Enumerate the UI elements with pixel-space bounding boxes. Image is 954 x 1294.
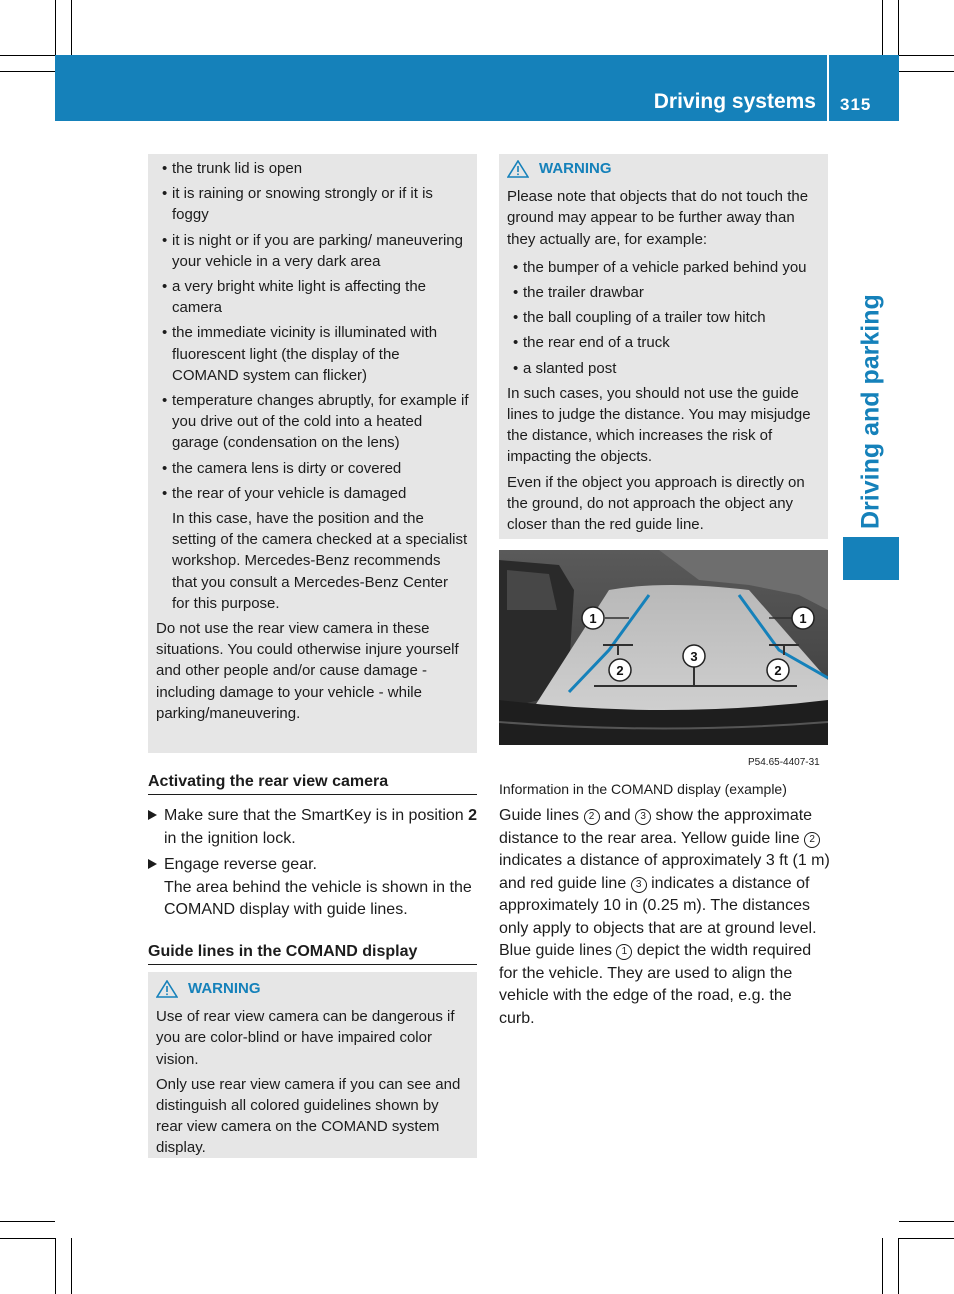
svg-text:1: 1 [799,611,807,626]
camera-view-illustration [499,550,828,745]
chapter-tab [843,537,899,580]
warning-paragraph: Use of rear view camera can be dangerous if you are color-blind or have impaired color vision. [156,1008,455,1068]
callout-1-left [582,607,604,629]
camera-display-image [499,550,828,745]
callout-3 [683,645,705,667]
step1-text-post: in the ignition lock. [164,829,296,847]
svg-text:1: 1 [589,611,597,626]
callout-2-marker: 2 [804,832,820,848]
crop-mark [0,71,55,72]
crop-mark [899,71,954,72]
bullet-item: • the bumper of a vehicle parked behind you [507,257,820,278]
callout-3-marker: 3 [631,877,647,893]
svg-text:2: 2 [616,663,624,678]
distance-warning-box [499,154,828,539]
bullet-item: • the immediate vicinity is illuminated with fluorescent light (the display of the COMAND system can flicker) [156,322,469,386]
warning-title [156,978,469,999]
svg-text:2: 2 [774,663,782,678]
callout-2-right [767,659,789,681]
crop-mark [71,0,72,55]
callout-1-right [792,607,814,629]
step1-text-pre: Make sure that the SmartKey is in position [164,807,469,824]
description-text: depict the width required for the vehicle. They are used to align the vehicle with the edge of the road, e.g. the curb. [499,942,812,1027]
crop-mark [899,1221,954,1222]
svg-text:3: 3 [690,649,698,664]
crop-mark [882,0,883,55]
bullet-item: • the rear of your vehicle is damaged [156,483,469,504]
bullet-item: • the camera lens is dirty or covered [156,458,469,479]
crop-mark [0,1238,55,1239]
description-text: and [599,807,636,824]
figure-code: P54.65-4407-31 [748,757,820,768]
bullet-item: • it is raining or snowing strongly or if it is foggy [156,183,469,225]
guide-lines-heading-text: Guide lines in the COMAND display [148,943,418,960]
conditions-box [148,154,477,753]
bullet-item: • temperature changes abruptly, for example if you drive out of the cold into a heated garage (condensation on the lens) [156,390,469,454]
chapter-side-label: Driving and parking [856,294,885,529]
figure-caption: Information in the COMAND display (example) [499,781,787,797]
bullet-item: • the trailer drawbar [507,282,820,303]
activating-heading-text: Activating the rear view camera [148,773,389,790]
warning-label: WARNING [539,160,612,177]
bullet-item: • a very bright white light is affecting the camera [156,276,469,318]
crop-mark [0,1221,55,1222]
bullet-item: • a slanted post [507,358,820,379]
description-text: indicates a distance of approximately 3 ft (1 m) and red guide line [499,852,830,892]
header-divider [827,55,829,121]
conditions-list [156,158,469,504]
crop-mark [899,1238,954,1239]
arrow-icon [148,859,157,869]
warning-paragraph: Only use rear view camera if you can see and distinguish all colored guidelines shown by rear view camera on the COMAND system display. [156,1075,461,1157]
warning-paragraph: Even if the object you approach is directly on the ground, do not approach the object any closer than the red guide line. [507,473,805,534]
warning-label: WARNING [188,980,261,997]
activating-steps [148,805,480,926]
callout-3-marker: 3 [635,809,651,825]
warning-title [507,158,820,179]
guide-lines-heading [148,943,477,965]
page-number: 315 [840,95,872,114]
warning-intro: Please note that objects that do not touch the ground may appear to be further away than they actually are, for example: [507,188,809,248]
step2-result: The area behind the vehicle is shown in the COMAND display with guide lines. [164,878,472,918]
bullet-item: • it is night or if you are parking/ maneuvering your vehicle in a very dark area [156,230,469,272]
step-item [148,805,480,850]
step-item [148,854,480,922]
crop-mark [898,0,899,55]
crop-mark [0,55,55,56]
crop-mark [71,1238,72,1294]
bullet-item: • the trunk lid is open [156,158,469,179]
warning-triangle-icon [156,980,178,998]
bullet-item: • the ball coupling of a trailer tow hitch [507,307,820,328]
section-title: Driving systems [653,90,816,113]
step1-position: 2 [468,807,478,824]
warning-paragraph: In such cases, you should not use the guide lines to judge the distance. You may misjudge the distance, which increases the risk of impacting the objects. [507,384,811,466]
bullet-item: • the rear end of a truck [507,332,820,353]
step2-text: Engage reverse gear. [164,856,317,873]
callout-2-marker: 2 [584,809,600,825]
crop-mark [898,1238,899,1294]
description-text: indicates a distance of approximately 10 in (0.25 m). The distances only apply to objects that are at ground level. Blue guide lines [499,874,817,959]
crop-mark [55,0,56,55]
description-text: Guide lines [499,807,584,824]
crop-mark [899,55,954,56]
callout-2-left [609,659,631,681]
damaged-note: In this case, have the position and the setting of the camera checked at a specialist workshop. Mercedes-Benz recommends that you consult a Mercedes-Benz Center for this purpose. [172,510,468,612]
crop-mark [882,1238,883,1294]
color-warning-box [148,972,477,1158]
warning-triangle-icon [507,160,529,178]
description-text: show the approximate distance to the rear area. Yellow guide line [499,807,813,847]
activating-heading [148,773,477,795]
guide-lines-description [499,805,831,1030]
arrow-icon [148,810,157,820]
object-examples-list [507,257,820,379]
crop-mark [55,1238,56,1294]
callout-1-marker: 1 [616,944,632,960]
closing-paragraph: Do not use the rear view camera in these situations. You could otherwise injure yourself and other people and/or cause damage - including damage to your vehicle - while parking/maneuvering. [156,620,459,722]
